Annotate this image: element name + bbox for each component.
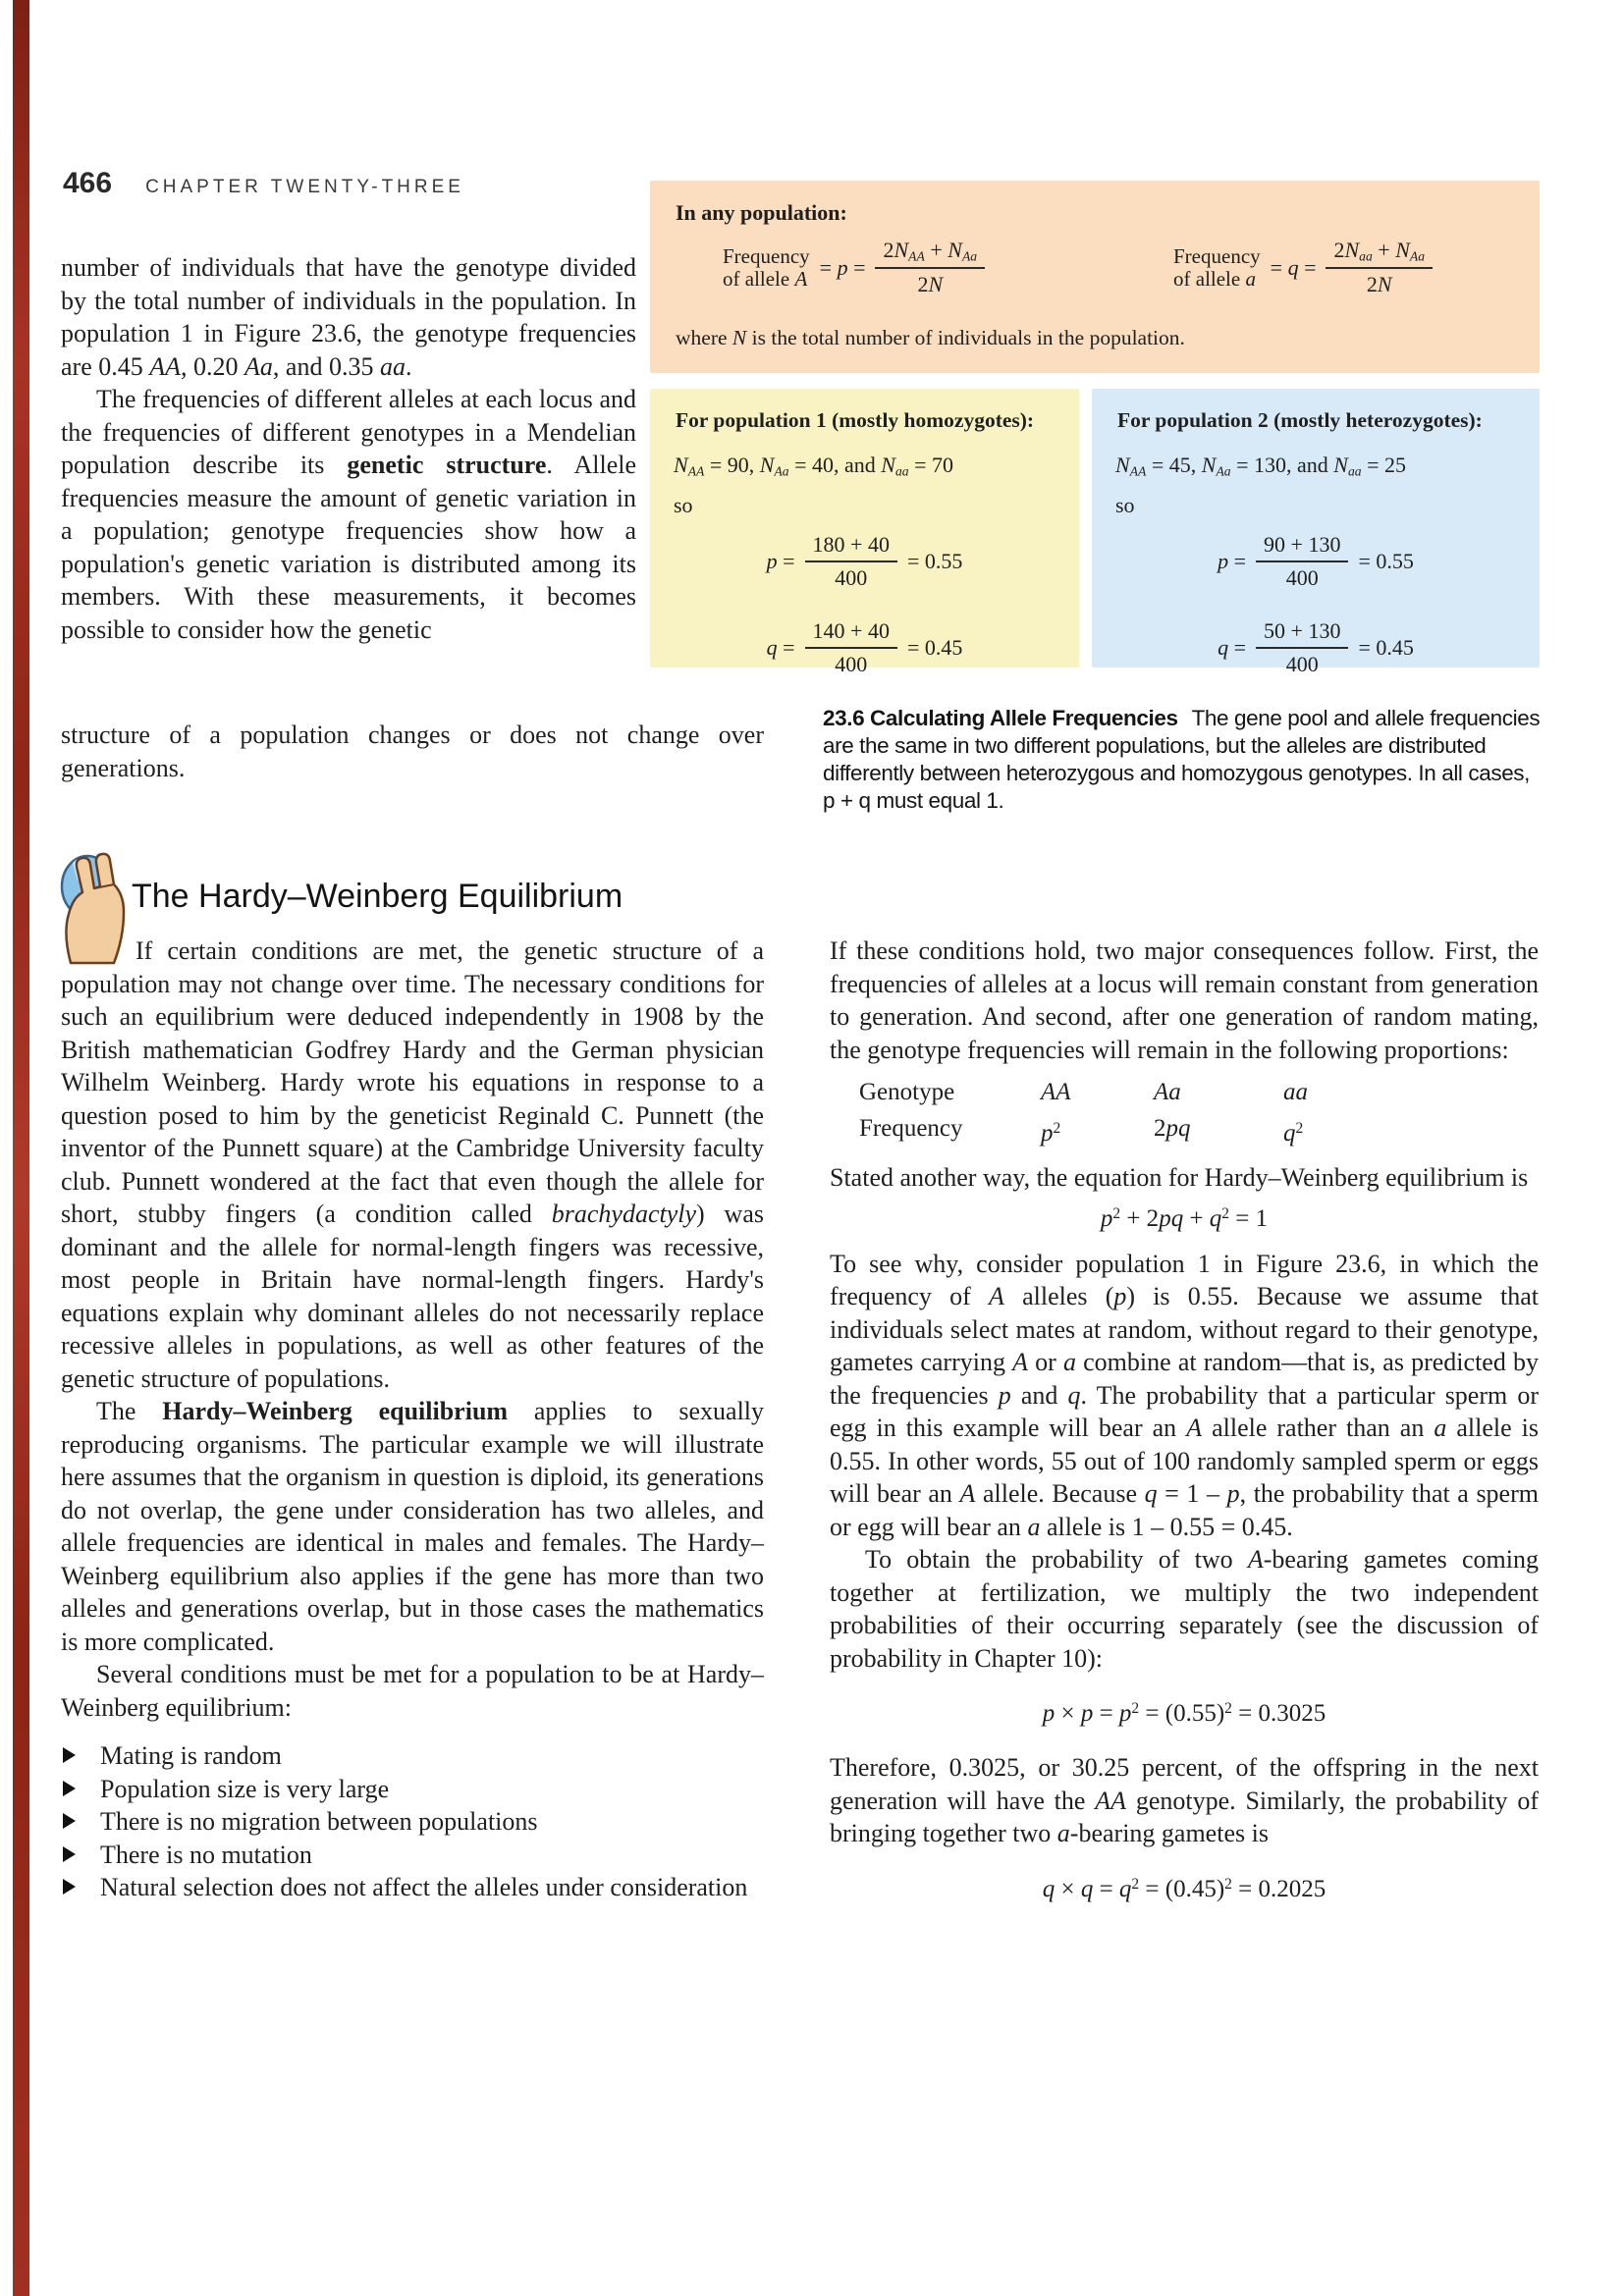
bullet-triangle-icon: [63, 1747, 76, 1763]
paragraph: The frequencies of different alleles at each locus and the frequencies of different genotypes in a Mendelian population describe its genetic structure. Allele frequencies measure the amount of genetic variation in a population; genotype frequencies show how a population's genetic variation is distributed among its members. With these measurements, it becomes possible to consider how the genetic: [61, 385, 636, 644]
p-squared-equation: $p \times p = p^2 = (0.55)^2 = 0.3025$: [1042, 1699, 1326, 1727]
page-number: 466: [63, 167, 113, 199]
right-column: [830, 934, 1539, 1927]
figure-panel-population-1: [650, 389, 1079, 677]
figure-panel-population-2: [1092, 389, 1540, 677]
page-edge-red-bar: [13, 0, 29, 2296]
q-equation: q = $\frac{50 + 130}{400}$ = 0.45: [1218, 618, 1414, 677]
bullet-triangle-icon: [63, 1813, 76, 1829]
paragraph: If these conditions hold, two major consequences follow. First, the frequencies of alleles at a locus will remain constant from generation to generation. And second, after one generation of random mating, the genotype frequencies will remain in the following proportions:: [830, 936, 1539, 1064]
hardy-weinberg-conditions-list: [61, 1739, 764, 1904]
table-row-label: Frequency: [859, 1114, 963, 1142]
bullet-triangle-icon: [63, 1846, 76, 1862]
equals-and-variable: = q =: [1270, 254, 1317, 280]
bullet-triangle-icon: [63, 1879, 76, 1895]
left-column-intro: [61, 251, 636, 646]
genotype-frequency-table: [859, 1076, 1539, 1149]
fraction: $\frac{90 + 130}{400}$: [1256, 532, 1348, 591]
panel-title: In any population:: [676, 200, 847, 225]
condition-item: Natural selection does not affect the alleles under consideration: [61, 1871, 764, 1904]
equals-and-variable: = p =: [819, 254, 866, 280]
fraction: $\frac{\text{2Naa + NAa}}{2N}$: [1326, 238, 1433, 297]
formula-label: Frequency of allele a: [1173, 243, 1261, 291]
figure-panel-any-population: [650, 181, 1540, 373]
panel-title: For population 2 (mostly heterozygotes):: [1117, 408, 1483, 432]
paragraph: The Hardy–Weinberg equilibrium applies to sexually reproducing organisms. The particular example we will illustrate here assumes that the organism in question is diploid, its generations do not overlap, the gene under consideration has two alleles, and allele frequencies are identical in males and females. The Hardy–Weinberg equilibrium also applies if the gene has more than two alleles and generations overlap, but in those cases the mathematics is more complicated.: [61, 1397, 765, 1656]
table-cell: aa: [1283, 1079, 1308, 1105]
population-note: where N is the total number of individuals in the population.: [676, 326, 1185, 349]
p-equation: p = $\frac{180 + 40}{400}$ = 0.55: [766, 532, 963, 591]
p-equation: p = $\frac{90 + 130}{400}$ = 0.55: [1218, 532, 1414, 591]
panel-title: For population 1 (mostly homozygotes):: [676, 408, 1035, 432]
chapter-title: CHAPTER TWENTY-THREE: [145, 177, 464, 197]
genotype-counts: NAA = 90, NAa = 40, and Naa = 70: [674, 453, 953, 479]
q-equation: q = $\frac{140 + 40}{400}$ = 0.45: [766, 618, 963, 677]
running-head: [63, 167, 464, 200]
table-cell: Aa: [1154, 1079, 1181, 1105]
paragraph: Several conditions must be met for a population to be at Hardy–Weinberg equilibrium:: [61, 1660, 764, 1722]
fraction: $\frac{140 + 40}{400}$: [805, 618, 897, 677]
table-cell: AA: [1041, 1079, 1071, 1105]
fraction: $\frac{180 + 40}{400}$: [805, 532, 897, 591]
figure-caption: 23.6 Calculating Allele Frequencies The gene pool and allele frequencies are the same in two different populations, but the alleles are distributed differently between heterozygous and homozygous genotypes. In all cases, p + q must equal 1.: [823, 706, 1541, 813]
paragraph: number of individuals that have the genotype divided by the total number of individuals in the population. In population 1 in Figure 23.6, the genotype frequencies are 0.45 AA, 0.20 Aa, and 0.35 aa.: [61, 253, 636, 381]
fraction: $\frac{\text{2NAA + NAa}}{2N}$: [875, 238, 985, 297]
condition-item: There is no migration between populations: [61, 1805, 764, 1839]
condition-item: Mating is random: [61, 1739, 764, 1773]
paragraph: If certain conditions are met, the genetic structure of a population may not change over time. The necessary conditions for such an equilibrium were deduced independently in 1908 by the British mathematician Godfrey Hardy and the German physician Wilhelm Weinberg. Hardy wrote his equations in response to a question posed to him by the geneticist Reginald C. Punnett (the inventor of the Punnett square) at the Cambridge University faculty club. Punnett wondered at the fact that even though the allele for short, stubby fingers (a condition called brachydactyly) was dominant and the allele for normal-length fingers was recessive, most people in Britain have normal-length fingers. Hardy's equations explain why dominant alleles do not necessarily replace recessive alleles in populations, as well as other features of the genetic structure of populations.: [61, 936, 764, 1393]
so-label: so: [674, 493, 693, 518]
table-row-label: Genotype: [859, 1079, 955, 1105]
allele-A-frequency-formula: [723, 238, 985, 297]
section-title: The Hardy–Weinberg Equilibrium: [132, 878, 623, 915]
condition-item: There is no mutation: [61, 1839, 764, 1872]
paragraph: Stated another way, the equation for Hardy–Weinberg equilibrium is: [830, 1162, 1529, 1192]
paragraph: Therefore, 0.3025, or 30.25 percent, of the offspring in the next generation will have the AA genotype. Similarly, the probability of bringing together two a-bearing gametes is: [830, 1753, 1539, 1848]
genotype-counts: NAA = 45, NAa = 130, and Naa = 25: [1115, 453, 1406, 479]
table-cell: $q^2$: [1283, 1119, 1304, 1147]
so-label: so: [1115, 493, 1135, 518]
left-column: [61, 934, 764, 1904]
paragraph: To see why, consider population 1 in Figure 23.6, in which the frequency of A alleles (p) is 0.55. Because we assume that individuals select mates at random, without regard to their genotype, gametes carrying A or a combine at random—that is, as predicted by the frequencies p and q. The probability that a particular sperm or egg in this example will bear an A allele rather than an a allele is 0.55. In other words, 55 out of 100 randomly sampled sperm or eggs will bear an A allele. Because q = 1 – p, the probability that a sperm or egg will bear an a allele is 1 – 0.55 = 0.45.: [830, 1249, 1539, 1541]
q-squared-equation: $q \times q = q^2 = (0.45)^2 = 0.2025$: [1042, 1875, 1326, 1902]
formula-label: Frequency of allele A: [723, 243, 810, 291]
paragraph: To obtain the probability of two A-bearing gametes coming together at fertilization, we multiply the two independent probabilities of their occurring separately (see the discussion of probability in Chapter 10):: [830, 1545, 1539, 1673]
paragraph: structure of a population changes or does not change over generations.: [61, 721, 764, 782]
bullet-triangle-icon: [63, 1781, 76, 1796]
fraction: $\frac{50 + 130}{400}$: [1256, 618, 1348, 677]
allele-a-frequency-formula: [1173, 238, 1433, 297]
left-column-intro-continued: [61, 719, 764, 784]
condition-item: Population size is very large: [61, 1773, 764, 1806]
table-cell: 2pq: [1154, 1114, 1191, 1142]
table-cell: $p^2$: [1041, 1119, 1061, 1147]
hardy-weinberg-equation: $p^2 + 2pq + q^2 = 1$: [1100, 1205, 1269, 1232]
